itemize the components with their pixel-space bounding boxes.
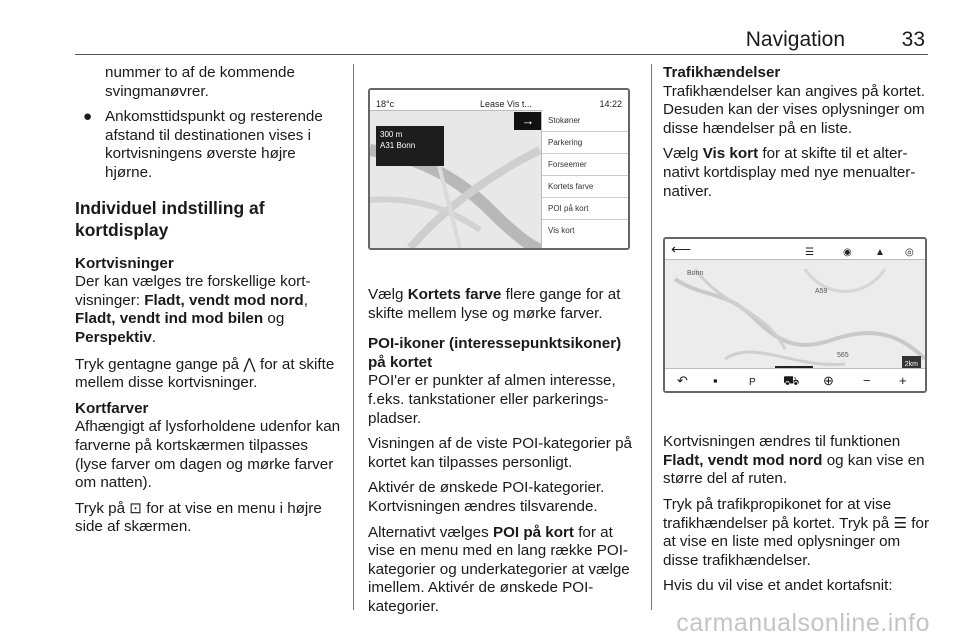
zoom-in-icon[interactable]: +	[899, 373, 907, 389]
turn-instruction-box	[376, 126, 444, 166]
kv-og: og	[263, 310, 285, 328]
hvis-paragraph: Hvis du vil vise et andet kortafsnit:	[663, 577, 893, 595]
kortvisninger-paragraph	[75, 255, 341, 348]
vaelg-post: flere gange for at skifte mellem lyse og mørke farver.	[368, 286, 621, 322]
menu-item-0[interactable]: Stokøner	[542, 110, 628, 132]
vis-pre: Vælg	[663, 145, 703, 163]
traffic-list-icon[interactable]: ☰	[805, 247, 814, 259]
bullet-item	[75, 108, 341, 182]
trafik-text: Trafikhændelser kan angives på kortet. Desuden kan der vises oplysninger om disse hændelser på en liste.	[663, 82, 925, 137]
kortvisninger-heading: Kortvisninger	[75, 254, 174, 272]
alt-paragraph	[368, 524, 636, 617]
bullet-icon: ●	[83, 108, 93, 126]
kv-separator: ,	[303, 291, 308, 309]
kv-changed-pre: Kortvisningen ændres til funktionen	[663, 433, 901, 451]
map2-top-bar	[665, 239, 925, 260]
turn-road: A31 Bonn	[380, 141, 416, 150]
page-number: 33	[901, 28, 925, 51]
trafik-paragraph	[663, 64, 929, 138]
kortets-farve-term: Kortets farve	[407, 286, 502, 303]
road-label-2: 565	[837, 352, 849, 360]
settings-icon[interactable]: ◎	[905, 247, 914, 259]
kv-tryk-text: Tryk gentagne gange på ⋀ for at skifte mellem disse kortvisninger.	[75, 355, 335, 392]
traffic-jam-icon[interactable]: ⛟	[783, 373, 800, 389]
fladt-term: Fladt, vendt mod nord	[663, 451, 823, 469]
kortfarver-heading: Kortfarver	[75, 399, 149, 417]
destination-label: Lease Vis t...	[480, 99, 532, 109]
vaelg-paragraph	[368, 286, 636, 323]
watermark: carmanualsonline.info	[676, 609, 930, 637]
section-heading: Individuel indstilling af kortdisplay	[75, 197, 265, 240]
page-header	[75, 28, 925, 54]
map-top-bar	[370, 90, 628, 111]
menu-item-1[interactable]: Parkering	[542, 132, 628, 154]
arrow-icon[interactable]: →	[514, 112, 542, 130]
bullet-text: Ankomsttidspunkt og resterende afstand til destinationen vises i kortvisningens øverste højre hjørne.	[105, 108, 323, 181]
menu-item-5[interactable]: Vis kort	[548, 226, 575, 235]
kv-option-car: Fladt, vendt ind mod bilen	[75, 310, 264, 328]
poi-text-2: Visningen af de viste POI-kategorier på kortet kan tilpasses personligt.	[368, 435, 632, 471]
vis-post: for at skifte til et alternativt kortdisplay med nye menualternativer.	[663, 145, 916, 200]
column-right	[663, 64, 929, 603]
column-left	[75, 64, 341, 544]
poi-heading: POI-ikoner (interessepunktsikoner) på kortet	[368, 335, 622, 371]
alt-post: for at vise en menu med en lang række POI-kategorier og underkategorier at vælge imellem. Aktivér de ønskede POI-kategorier.	[368, 523, 630, 615]
kortfarver-tryk-text: Tryk på ⊡ for at vise en menu i højre side af skærmen.	[75, 499, 322, 536]
column-divider	[353, 64, 354, 610]
zoom-out-icon[interactable]: −	[863, 373, 871, 389]
kv-end: .	[151, 328, 157, 346]
vis-kort-term: Vis kort	[702, 145, 759, 163]
map2-bottom-bar	[665, 368, 925, 391]
kortfarver-text: Afhængigt af lysforholdene udenfor kan farverne på kortskærmen tilpasses (lyse farver om dagen og mørke farver om natten).	[75, 418, 341, 492]
back-icon[interactable]: ⟵	[671, 241, 692, 258]
vis-kort-paragraph	[663, 145, 929, 201]
map-screenshot-menu	[368, 88, 630, 250]
kv-changed-paragraph	[663, 433, 929, 489]
column-middle	[368, 64, 636, 624]
header-rule	[75, 54, 928, 55]
trafik-heading: Trafikhændelser	[663, 64, 781, 81]
city-label: Bonn	[687, 270, 704, 278]
kv-text: Der kan vælges tre forskellige kortvisninger:	[75, 273, 311, 309]
poi-text-3: Aktivér de ønskede POI-kategorier. Kortvisningen ændres tilsvarende.	[368, 479, 605, 515]
undo-icon[interactable]: ↶	[677, 373, 688, 389]
alt-pre: Alternativt vælges	[368, 523, 493, 541]
kv-changed-post: og kan vise en større del af ruten.	[663, 451, 925, 488]
clock-label: 14:22	[599, 99, 622, 109]
road-label: A59	[815, 288, 828, 296]
map-side-menu	[541, 110, 628, 248]
parking-icon[interactable]: P	[749, 377, 756, 389]
continuation-text: nummer to af de kommende svingmanøvrer.	[105, 64, 295, 100]
kv-option-perspective: Perspektiv	[75, 328, 152, 346]
scale-label: 2km	[902, 356, 921, 375]
menu-item-4[interactable]: POI på kort	[542, 198, 628, 220]
turn-distance: 300 m	[380, 130, 403, 139]
fuel-icon[interactable]: ▪	[713, 373, 718, 389]
center-icon[interactable]: ⊕	[823, 373, 834, 389]
kv-option-north: Fladt, vendt mod nord	[144, 291, 304, 309]
compass-icon[interactable]: ▲	[875, 247, 885, 259]
section-title: Navigation	[745, 28, 845, 51]
temperature-label: 18°c	[376, 99, 395, 109]
column-divider	[651, 64, 652, 610]
poi-text: POI'er er punkter af almen interesse, f.eks. tankstationer eller parkeringspladser.	[368, 372, 616, 427]
map-screenshot-flat	[663, 237, 927, 393]
vaelg-pre: Vælg	[368, 286, 408, 303]
traffic-icon[interactable]: ◉	[843, 247, 852, 259]
poi-pa-kort-term: POI på kort	[492, 523, 574, 541]
tryk-traffic-paragraph: Tryk på trafikpropikonet for at vise trafikhændelser på kortet. Tryk på ☰ for at vise en liste med oplysninger om disse trafikhændelser.	[663, 495, 930, 569]
menu-item-3[interactable]: Kortets farve	[542, 176, 628, 198]
menu-item-2[interactable]: Forseemer	[542, 154, 628, 176]
